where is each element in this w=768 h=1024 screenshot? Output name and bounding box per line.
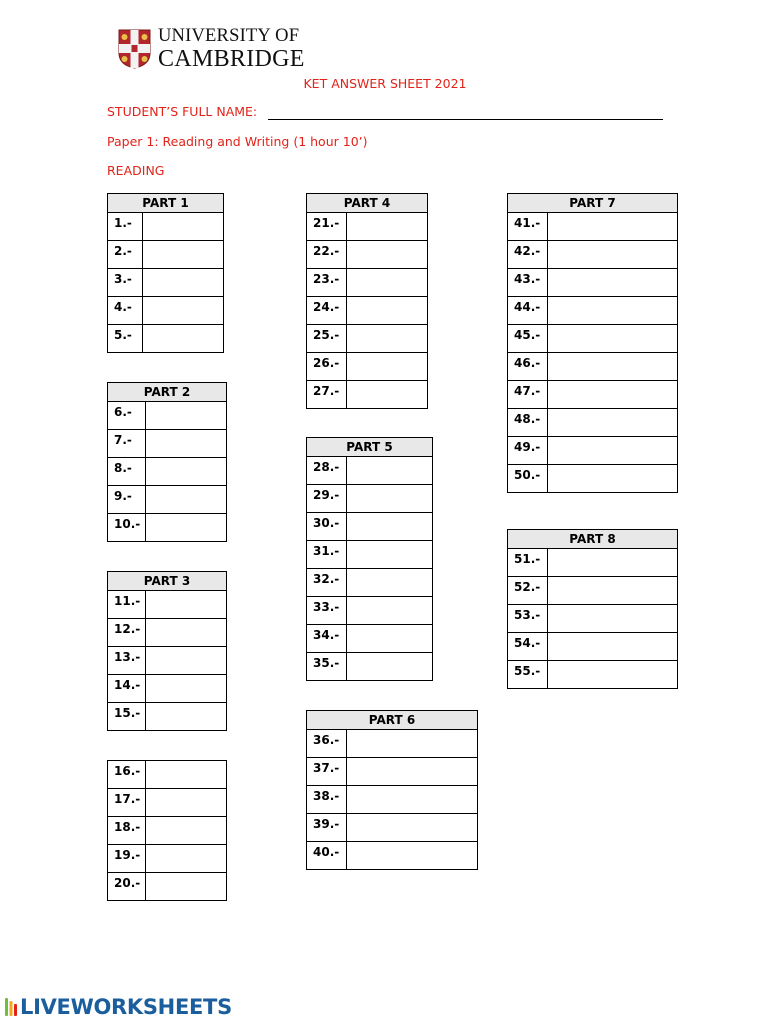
question-number: 49.- [508,437,548,464]
question-number: 32.- [307,569,347,596]
question-number: 40.- [307,842,347,869]
question-number: 21.- [307,213,347,240]
answer-row [508,353,677,381]
answer-table-part-2 [107,382,227,542]
question-number: 35.- [307,653,347,680]
answer-box[interactable] [548,633,677,660]
answer-box[interactable] [146,402,226,429]
table-header: PART 1 [108,194,223,213]
question-number: 31.- [307,541,347,568]
question-number: 53.- [508,605,548,632]
answer-box[interactable] [548,269,677,296]
question-number: 6.- [108,402,146,429]
question-number: 41.- [508,213,548,240]
question-number: 1.- [108,213,143,240]
answer-box[interactable] [548,325,677,352]
answer-table-part-3 [107,571,227,731]
answer-box[interactable] [143,297,223,324]
table-header: PART 3 [108,572,226,591]
logo-line-2: CAMBRIDGE [158,45,305,72]
question-number: 26.- [307,353,347,380]
answer-box[interactable] [548,213,677,240]
answer-row [108,817,226,845]
answer-row [307,457,432,485]
answer-row [307,597,432,625]
answer-box[interactable] [548,465,677,492]
question-number: 43.- [508,269,548,296]
answer-row [108,761,226,789]
question-number: 4.- [108,297,143,324]
question-number: 38.- [307,786,347,813]
answer-box[interactable] [143,213,223,240]
answer-box[interactable] [146,486,226,513]
question-number: 10.- [108,514,146,541]
logo-wordmark [158,27,348,71]
question-number: 3.- [108,269,143,296]
question-number: 45.- [508,325,548,352]
answer-row [108,591,226,619]
answer-row [307,786,477,814]
question-number: 17.- [108,789,146,816]
question-number: 50.- [508,465,548,492]
question-number: 47.- [508,381,548,408]
university-logo [118,26,305,72]
answer-row [307,625,432,653]
watermark-text: LIVEWORKSHEETS [20,995,232,1019]
question-number: 29.- [307,485,347,512]
answer-box[interactable] [347,597,432,624]
question-number: 34.- [307,625,347,652]
answer-row [108,430,226,458]
answer-row [108,619,226,647]
answer-box[interactable] [146,619,226,646]
answer-table-part-3-continued [107,760,227,901]
sheet-title: KET ANSWER SHEET 2021 [303,76,467,91]
question-number: 15.- [108,703,146,730]
answer-box[interactable] [548,437,677,464]
answer-box[interactable] [548,549,677,576]
answer-box[interactable] [146,514,226,541]
table-header: PART 5 [307,438,432,457]
answer-row [108,514,226,542]
question-number: 25.- [307,325,347,352]
answer-row [307,297,427,325]
answer-table-part-8 [507,529,678,689]
question-number: 19.- [108,845,146,872]
question-number: 2.- [108,241,143,268]
answer-row [307,269,427,297]
question-number: 23.- [307,269,347,296]
logo-line-1: UNIVERSITY OF [158,26,300,46]
answer-box[interactable] [548,409,677,436]
answer-row [508,381,677,409]
answer-row [508,549,677,577]
answer-row [108,675,226,703]
question-number: 27.- [307,381,347,408]
answer-box[interactable] [347,653,432,680]
answer-row [307,842,477,870]
question-number: 13.- [108,647,146,674]
answer-row [307,541,432,569]
answer-row [508,661,677,689]
answer-row [307,513,432,541]
answer-box[interactable] [143,325,223,352]
question-number: 8.- [108,458,146,485]
answer-box[interactable] [347,569,432,596]
answer-row [307,241,427,269]
question-number: 44.- [508,297,548,324]
question-number: 51.- [508,549,548,576]
answer-row [508,241,677,269]
answer-row [508,605,677,633]
answer-box[interactable] [347,241,427,268]
answer-box[interactable] [347,513,432,540]
answer-box[interactable] [548,661,677,688]
question-number: 18.- [108,817,146,844]
answer-box[interactable] [347,485,432,512]
question-number: 39.- [307,814,347,841]
answer-box[interactable] [347,353,427,380]
answer-row [508,409,677,437]
liveworksheets-watermark [4,995,232,1019]
answer-box[interactable] [143,241,223,268]
answer-table-part-1 [107,193,224,353]
answer-box[interactable] [146,761,226,788]
question-number: 48.- [508,409,548,436]
section-heading: READING [107,163,165,178]
answer-table-part-5 [306,437,433,681]
answer-row [508,297,677,325]
question-number: 28.- [307,457,347,484]
answer-box[interactable] [347,269,427,296]
answer-box[interactable] [347,457,432,484]
answer-box[interactable] [146,873,226,900]
answer-row [108,297,223,325]
table-header: PART 6 [307,711,477,730]
question-number: 42.- [508,241,548,268]
answer-row [508,437,677,465]
answer-row [108,458,226,486]
answer-box[interactable] [347,297,427,324]
answer-box[interactable] [146,845,226,872]
question-number: 37.- [307,758,347,785]
answer-box[interactable] [347,325,427,352]
table-header: PART 2 [108,383,226,402]
answer-box[interactable] [143,269,223,296]
question-number: 33.- [307,597,347,624]
answer-row [108,703,226,731]
question-number: 11.- [108,591,146,618]
answer-table-part-4 [306,193,428,409]
answer-row [508,325,677,353]
student-name-input-line[interactable] [268,119,663,120]
question-number: 54.- [508,633,548,660]
answer-box[interactable] [146,591,226,618]
answer-row [108,873,226,901]
answer-table-part-7 [507,193,678,493]
answer-row [508,633,677,661]
paper-heading: Paper 1: Reading and Writing (1 hour 10’) [107,134,368,149]
answer-box[interactable] [548,353,677,380]
answer-box[interactable] [146,458,226,485]
answer-row [307,730,477,758]
answer-row [307,381,427,409]
question-number: 20.- [108,873,146,900]
question-number: 12.- [108,619,146,646]
question-number: 46.- [508,353,548,380]
question-number: 55.- [508,661,548,688]
question-number: 9.- [108,486,146,513]
answer-row [108,325,223,353]
answer-row [307,758,477,786]
cambridge-shield-icon [118,29,151,69]
answer-row [108,269,223,297]
answer-row [508,577,677,605]
answer-box[interactable] [548,577,677,604]
table-header: PART 4 [307,194,427,213]
question-number: 16.- [108,761,146,788]
answer-box[interactable] [347,786,477,813]
answer-row [108,647,226,675]
answer-box[interactable] [347,381,427,408]
answer-table-part-6 [306,710,478,870]
question-number: 52.- [508,577,548,604]
student-name-label: STUDENT’S FULL NAME: [107,104,258,119]
answer-box[interactable] [347,625,432,652]
answer-row [108,789,226,817]
answer-row [307,213,427,241]
question-number: 7.- [108,430,146,457]
answer-row [108,402,226,430]
answer-row [307,814,477,842]
answer-row [508,269,677,297]
answer-row [307,353,427,381]
answer-row [108,213,223,241]
answer-box[interactable] [347,730,477,757]
answer-box[interactable] [146,430,226,457]
answer-row [508,213,677,241]
question-number: 36.- [307,730,347,757]
answer-row [108,845,226,873]
table-header: PART 8 [508,530,677,549]
answer-box[interactable] [347,213,427,240]
answer-row [307,485,432,513]
answer-row [108,486,226,514]
table-header: PART 7 [508,194,677,213]
question-number: 14.- [108,675,146,702]
answer-box[interactable] [146,675,226,702]
answer-box[interactable] [347,758,477,785]
answer-box[interactable] [146,703,226,730]
answer-box[interactable] [347,814,477,841]
answer-row [108,241,223,269]
answer-row [508,465,677,493]
answer-box[interactable] [548,381,677,408]
answer-row [307,569,432,597]
liveworksheets-logo-icon [4,995,18,1019]
answer-box[interactable] [548,297,677,324]
answer-box[interactable] [548,241,677,268]
question-number: 24.- [307,297,347,324]
answer-box[interactable] [146,647,226,674]
answer-box[interactable] [548,605,677,632]
question-number: 5.- [108,325,143,352]
question-number: 30.- [307,513,347,540]
answer-box[interactable] [146,817,226,844]
answer-box[interactable] [347,842,477,869]
answer-row [307,653,432,681]
answer-box[interactable] [146,789,226,816]
answer-box[interactable] [347,541,432,568]
answer-row [307,325,427,353]
question-number: 22.- [307,241,347,268]
